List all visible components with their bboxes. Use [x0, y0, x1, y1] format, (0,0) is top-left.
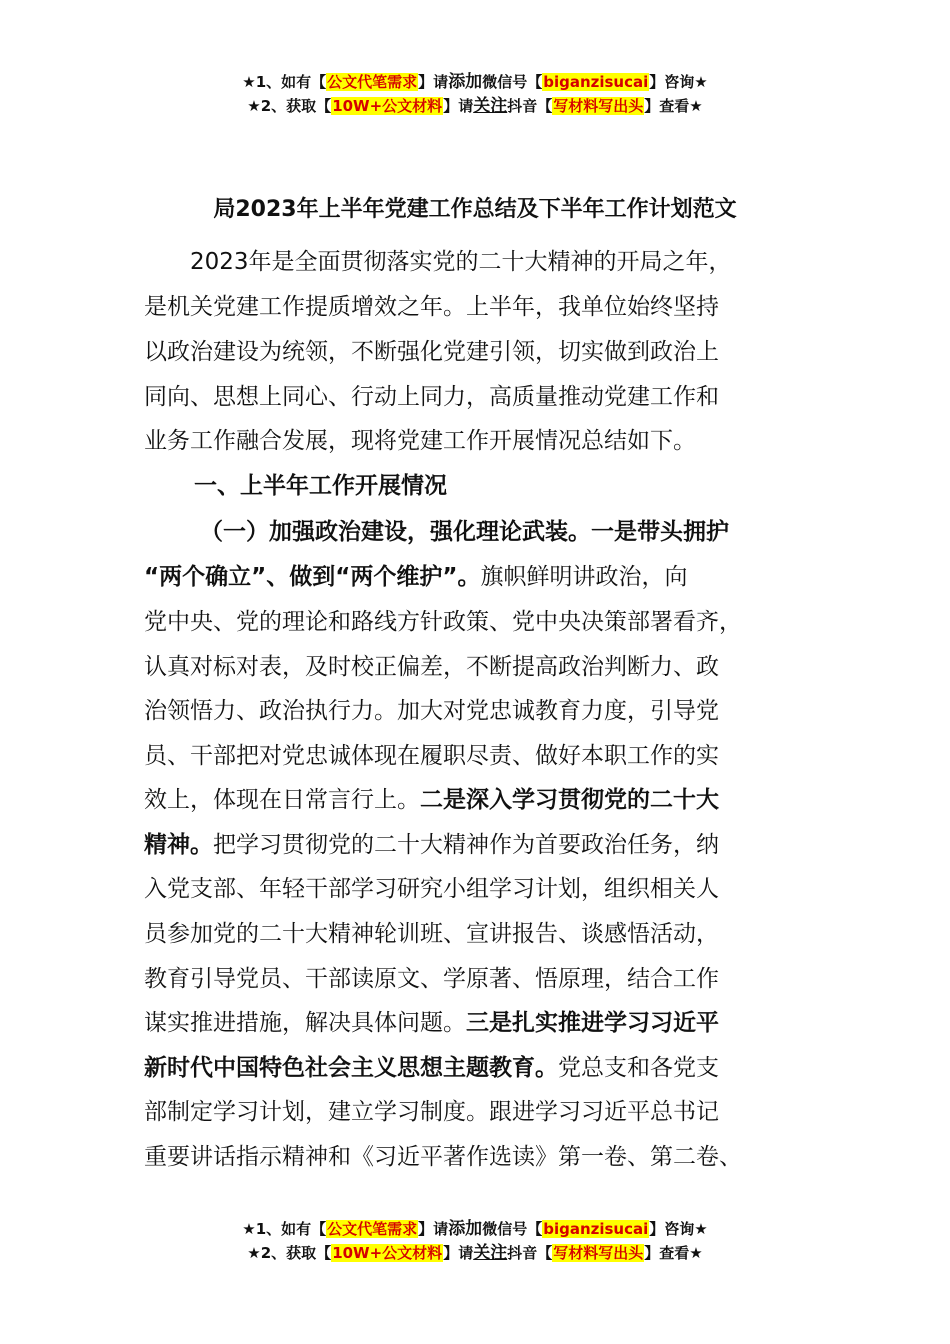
highlight-materials: 10W+公文材料: [332, 97, 443, 115]
body-line: 认真对标对表，及时校正偏差，不断提高政治判断力、政: [144, 654, 719, 680]
body-line: 2023年是全面贯彻落实党的二十大精神的开局之年，: [190, 249, 732, 275]
highlight-service: 公文代笔需求: [327, 73, 418, 91]
body-text: 党总支和各党支: [558, 1055, 719, 1081]
promo-text: ★1、如有【: [242, 1220, 327, 1238]
highlight-materials: 10W+公文材料: [332, 1244, 443, 1262]
promo-line-1: [0, 70, 950, 94]
promo-text: 添加: [448, 72, 483, 92]
promo-line-2: [0, 94, 950, 118]
body-line: 员、干部把对党忠诚体现在履职尽责、做好本职工作的实: [144, 743, 719, 769]
promo-banner-bottom: [0, 1217, 950, 1265]
body-line: 党中央、党的理论和路线方针政策、党中央决策部署看齐，: [144, 609, 742, 635]
promo-text: 】请: [443, 1244, 474, 1262]
body-line: 业务工作融合发展，现将党建工作开展情况总结如下。: [144, 428, 696, 454]
body-line: 部制定学习计划，建立学习制度。跟进学习习近平总书记: [144, 1099, 719, 1125]
body-line: 同向、思想上同心、行动上同力，高质量推动党建工作和: [144, 384, 719, 410]
highlight-wechat-id: biganzisucai: [543, 1220, 649, 1238]
promo-text: 】请: [443, 97, 474, 115]
promo-text: 】查看★: [644, 1244, 703, 1262]
document-title: 局2023年上半年党建工作总结及下半年工作计划范文: [213, 197, 737, 222]
highlight-wechat-id: biganzisucai: [543, 73, 649, 91]
section-heading: 一、上半年工作开展情况: [194, 473, 447, 499]
highlight-douyin-account: 写材料写出头: [553, 97, 644, 115]
promo-text: 抖音【: [507, 97, 553, 115]
promo-text: 】查看★: [644, 97, 703, 115]
body-line: 重要讲话指示精神和《习近平著作选读》第一卷、第二卷、: [144, 1144, 742, 1170]
body-line: 教育引导党员、干部读原文、学原著、悟原理，结合工作: [144, 966, 719, 992]
bold-phrase: 三是扎实推进学习习近平: [466, 1010, 719, 1036]
bold-phrase: “两个确立”、做到“两个维护”。: [144, 564, 481, 590]
highlight-service: 公文代笔需求: [327, 1220, 418, 1238]
body-line: 员参加党的二十大精神轮训班、宣讲报告、谈感悟活动，: [144, 921, 719, 947]
body-line: [144, 1046, 719, 1091]
body-line: [144, 1001, 719, 1046]
body-line: 治领悟力、政治执行力。加大对党忠诚教育力度，引导党: [144, 698, 719, 724]
body-text: 谋实推进措施，解决具体问题。: [144, 1010, 466, 1036]
promo-text: 关注: [473, 1243, 508, 1263]
promo-text: ★1、如有【: [242, 73, 327, 91]
promo-text: 微信号【: [482, 73, 543, 91]
promo-line-2: [0, 1241, 950, 1265]
promo-line-1: [0, 1217, 950, 1241]
promo-text: 微信号【: [482, 1220, 543, 1238]
promo-text: 】咨询★: [649, 73, 708, 91]
promo-text: 】请: [418, 73, 449, 91]
body-line: [144, 555, 687, 600]
promo-text: ★2、获取【: [247, 97, 332, 115]
promo-text: 】请: [418, 1220, 449, 1238]
body-line: 是机关党建工作提质增效之年。上半年，我单位始终坚持: [144, 294, 719, 320]
promo-text: 】咨询★: [649, 1220, 708, 1238]
body-text: 效上，体现在日常言行上。: [144, 787, 420, 813]
bold-phrase: 新时代中国特色社会主义思想主题教育。: [144, 1055, 558, 1081]
promo-text: 抖音【: [507, 1244, 553, 1262]
promo-text: 关注: [473, 96, 508, 116]
body-text: 旗帜鲜明讲政治，向: [480, 564, 688, 590]
bold-phrase: 精神。: [144, 832, 213, 858]
body-line: 入党支部、年轻干部学习研究小组学习计划，组织相关人: [144, 876, 719, 902]
promo-banner-top: [0, 70, 950, 118]
promo-text: ★2、获取【: [247, 1244, 332, 1262]
bold-phrase: 二是深入学习贯彻党的二十大: [420, 787, 719, 813]
subsection-heading: （一）加强政治建设，强化理论武装。一是带头拥护: [200, 519, 729, 545]
body-line: [144, 823, 719, 868]
body-line: [144, 778, 719, 823]
body-text: 把学习贯彻党的二十大精神作为首要政治任务，纳: [213, 832, 719, 858]
promo-text: 添加: [448, 1219, 483, 1239]
highlight-douyin-account: 写材料写出头: [553, 1244, 644, 1262]
body-line: 以政治建设为统领，不断强化党建引领，切实做到政治上: [144, 339, 719, 365]
